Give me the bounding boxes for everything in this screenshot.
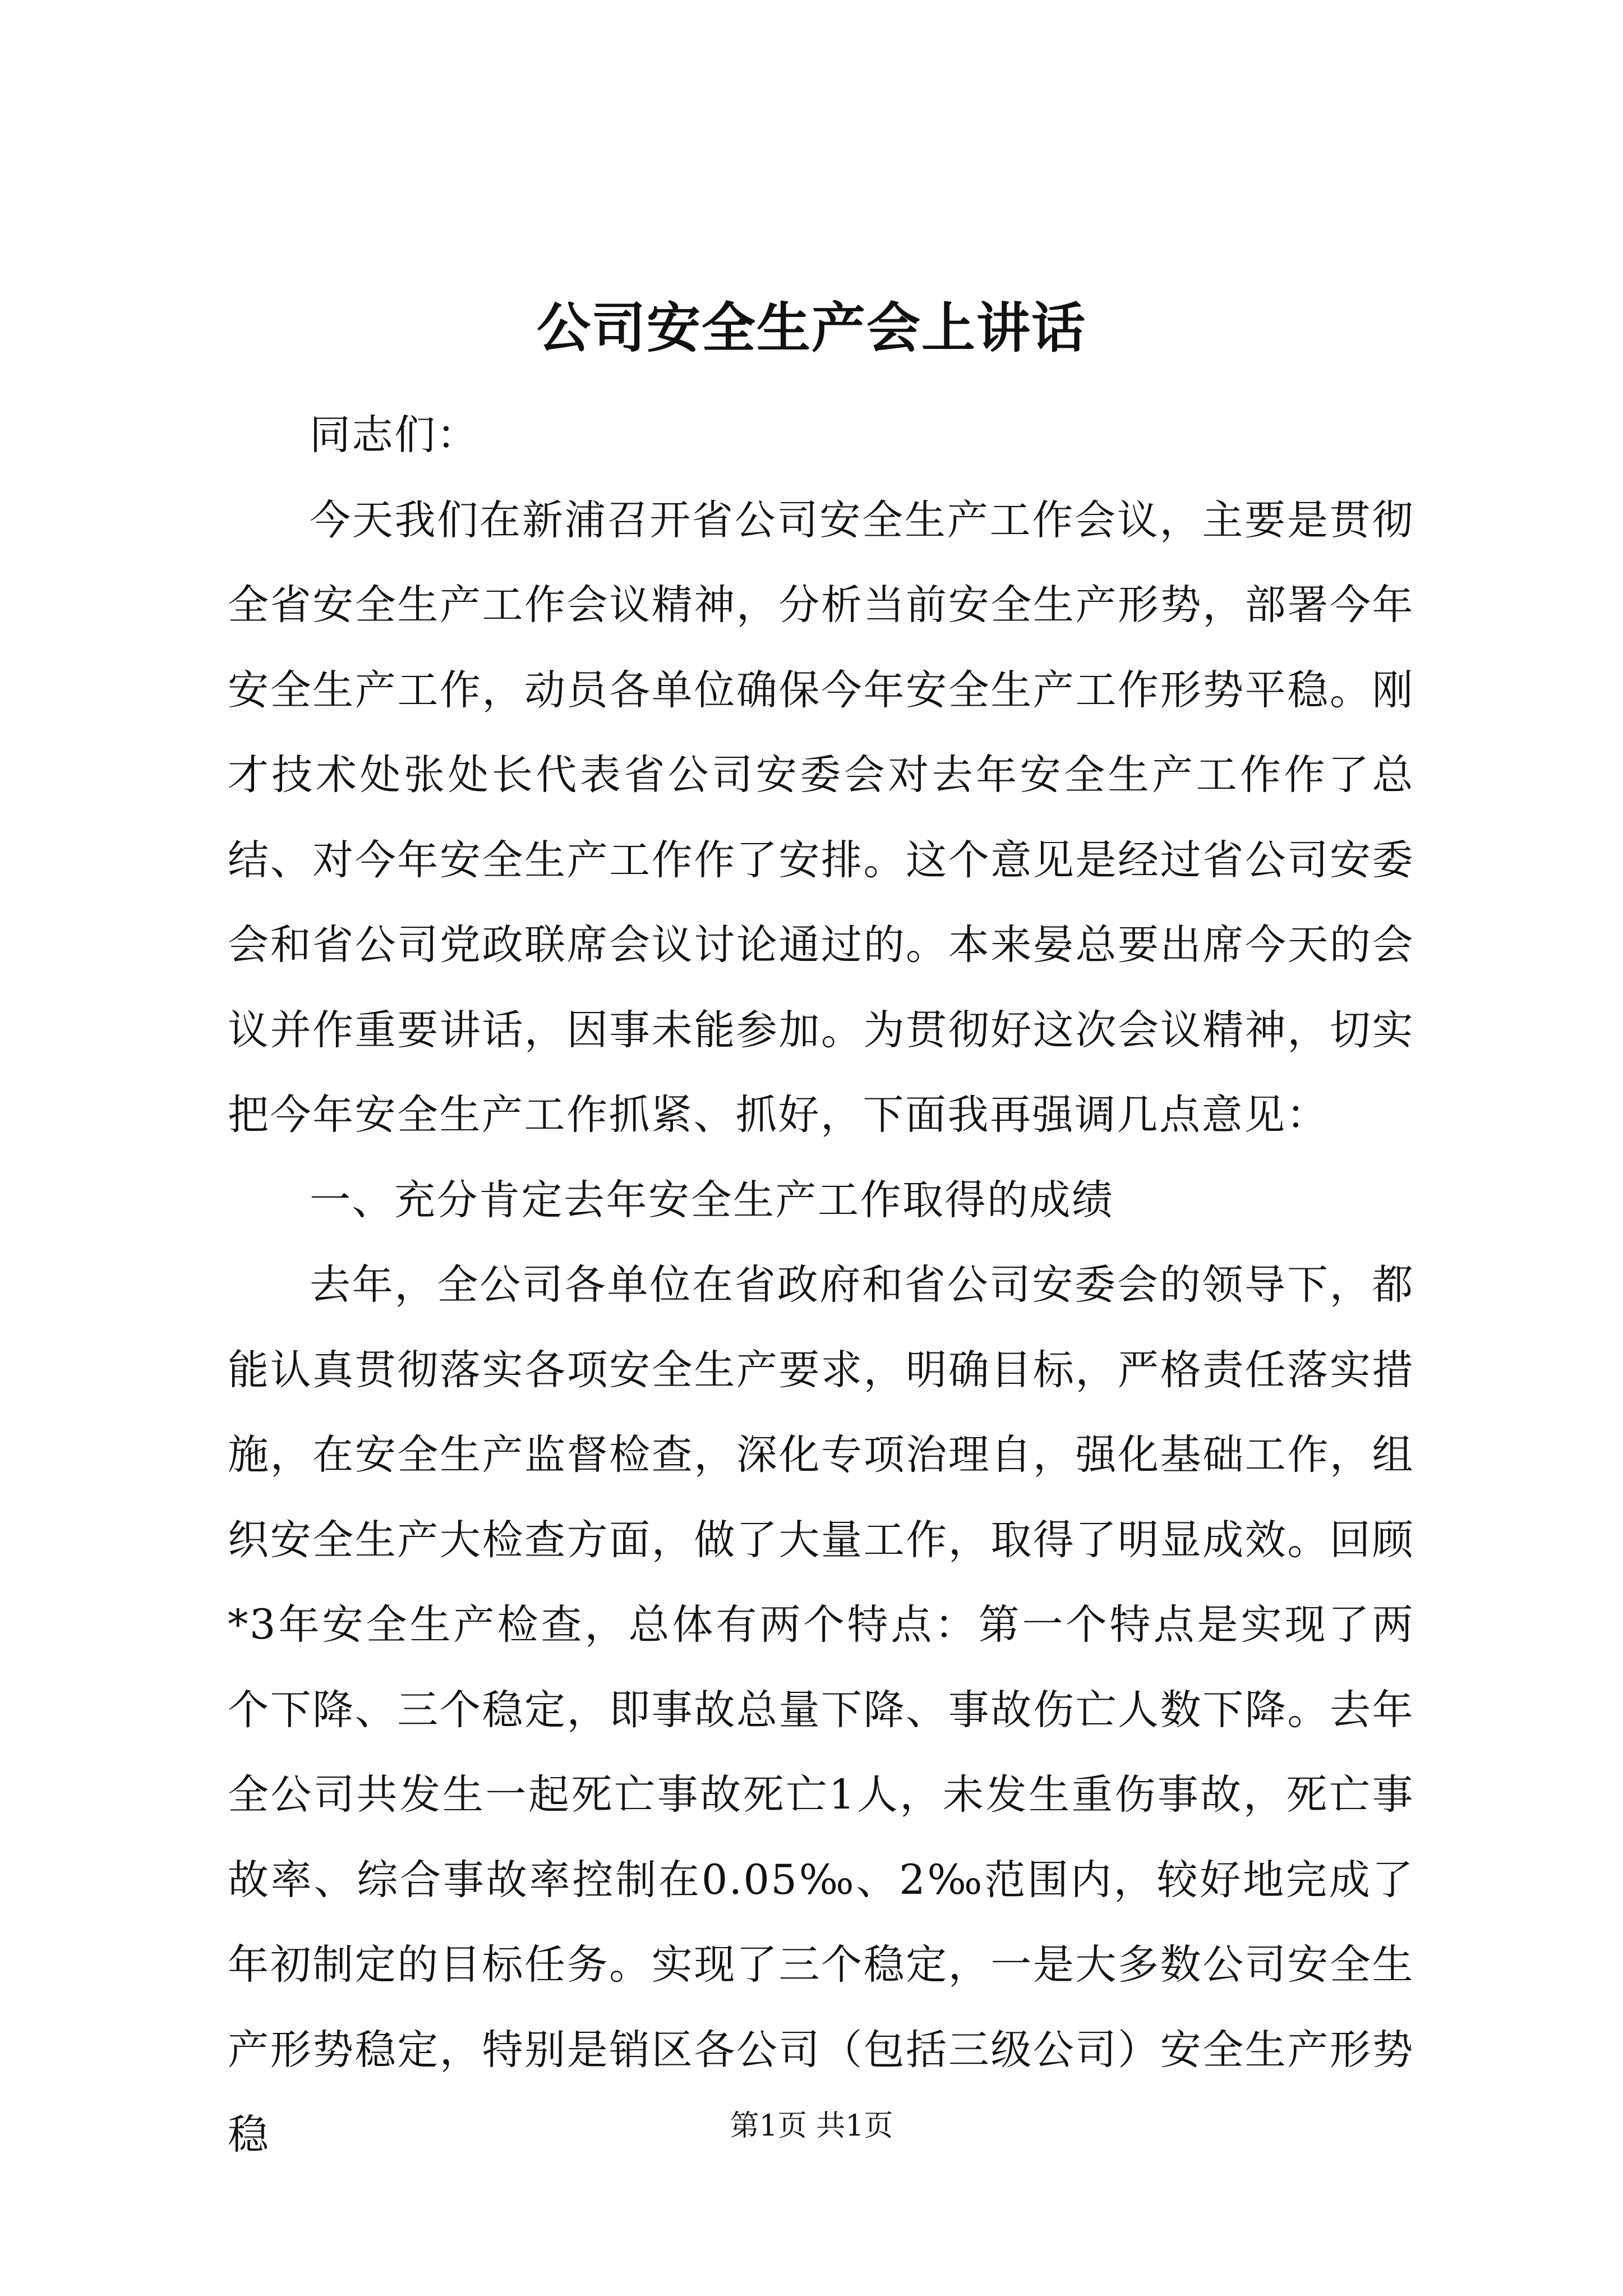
- paragraph-intro: 今天我们在新浦召开省公司安全生产工作会议，主要是贯彻全省安全生产工作会议精神，分析当前安全生产形势，部署今年安全生产工作，动员各单位确保今年安全生产工作形势平稳。刚才技术处张处长代表省公司安委会对去年安全生产工作作了总结、对今年安全生产工作作了安排。这个意见是经过省公司安委会和省公司党政联席会议讨论通过的。本来晏总要出席今天的会议并作重要讲话，因事未能参加。为贯彻好这次会议精神，切实把今年安全生产工作抓紧、抓好，下面我再强调几点意见：: [228, 496, 1414, 1139]
- section-heading-1: 一、充分肯定去年安全生产工作取得的成绩: [310, 1176, 1114, 1224]
- document-title: 公司安全生产会上讲话: [537, 296, 1086, 360]
- document-body: [228, 393, 1414, 2178]
- paragraph-achievements: 去年，全公司各单位在省政府和省公司安委会的领导下，都能认真贯彻落实各项安全生产要求，明确目标，严格责任落实措施，在安全生产监督检查，深化专项治理自，强化基础工作，组织安全生产大检查方面，做了大量工作，取得了明显成效。回顾*3年安全生产检查，总体有两个特点：第一个特点是实现了两个下降、三个稳定，即事故总量下降、事故伤亡人数下降。去年全公司共发生一起死亡事故死亡1人，未发生重伤事故，死亡事故率、综合事故率控制在0.05‰、2‰范围内，较好地完成了年初制定的目标任务。实现了三个稳定，一是大多数公司安全生产形势稳定，特别是销区各公司（包括三级公司）安全生产形势稳: [228, 1261, 1414, 2159]
- salutation: 同志们：: [310, 411, 479, 459]
- page-footer: 第1页 共1页: [730, 2109, 893, 2143]
